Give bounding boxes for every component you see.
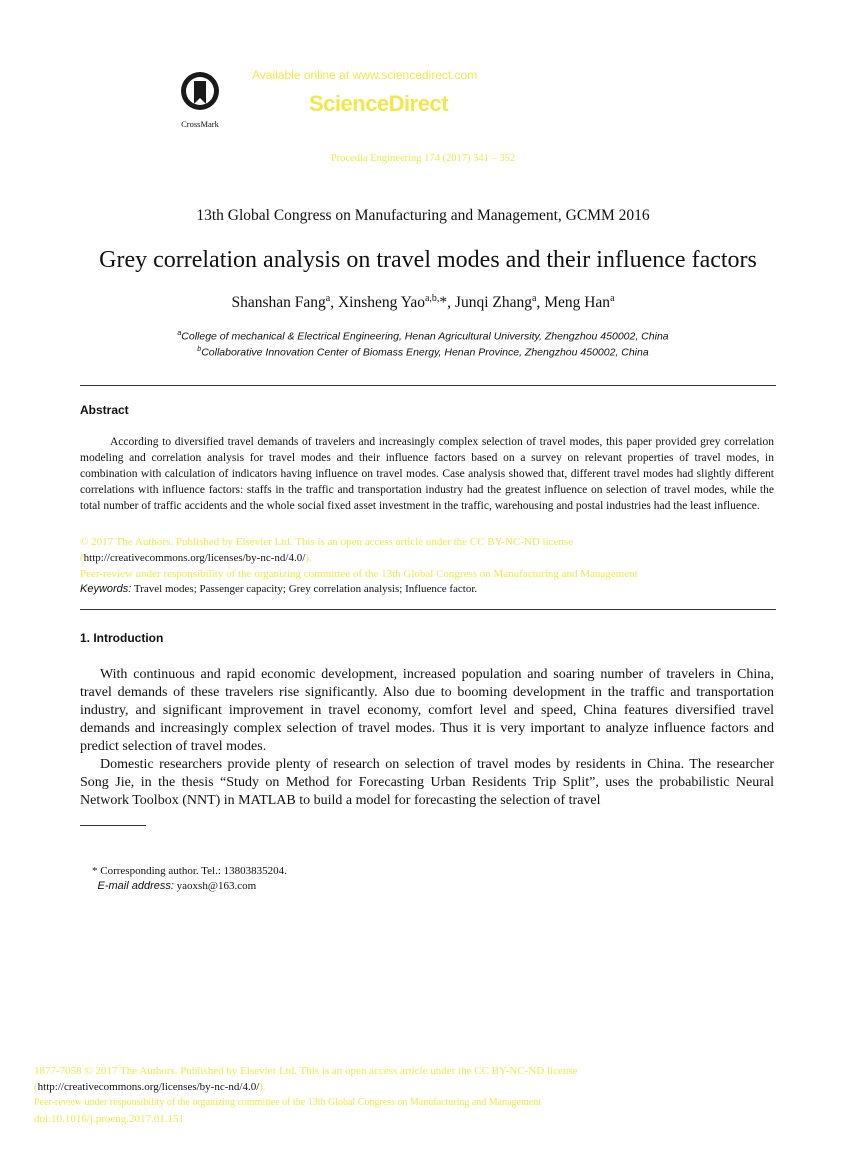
author-name: Xinsheng Yao: [337, 294, 425, 312]
author-name: Shanshan Fang: [231, 294, 326, 312]
license-paren: (: [80, 552, 84, 564]
corresponding-author-marker[interactable]: *: [439, 294, 448, 312]
footnote: [92, 864, 287, 894]
license-paren: (: [34, 1081, 38, 1093]
author-separator: ,: [447, 294, 455, 312]
affiliation: [0, 346, 846, 359]
journal-reference: Procedia Engineering 174 (2017) 341 – 352: [330, 153, 516, 164]
keywords-label: Keywords:: [80, 583, 132, 595]
affiliation-marker: a: [177, 330, 182, 337]
crossmark-label: CrossMark: [181, 119, 219, 129]
copyright-text: © 2017 The Authors. Published by Elsevier Ltd. This is an open access article under the CC BY-NC-ND license: [80, 536, 574, 548]
footnote-divider: [80, 825, 146, 826]
author-affiliation-marker: a,b,: [424, 293, 440, 304]
crossmark-icon: [179, 70, 221, 112]
peer-review-notice: Peer-review under responsibility of the organizing committee of the 13th Global Congress on Manufacturing and Management: [80, 568, 638, 580]
author-separator: ,: [330, 294, 338, 312]
corresponding-author-note: * Corresponding author. Tel.: 13803835204.: [92, 865, 287, 877]
license-link[interactable]: http://creativecommons.org/licenses/by-nc-nd/4.0/: [83, 552, 306, 564]
issn-copyright: 1877-7058 © 2017 The Authors. Published by Elsevier Ltd. This is an open access article under the CC BY-NC-ND license: [34, 1065, 578, 1077]
sciencedirect-logo[interactable]: ScienceDirect: [309, 91, 449, 116]
section-divider: [80, 609, 776, 610]
abstract-text: According to diversified travel demands of travelers and increasingly complex selection of travel modes, this paper provided grey correlation modeling and correlation analysis for travel modes and their influence factors based on a survey on relevant properties of travel modes, in combination with calculation of indicators having influence on travel modes. Case analysis showed that, different travel modes had slightly different correlations with influence factors: staffs in the traffic and transportation industry had the greatest influence on selection of travel modes, while the total number of traffic accidents and the whole social fixed asset investment in the traffic, warehousing and postal industries had the least influence.: [80, 436, 774, 512]
copyright-notice: [80, 534, 774, 582]
footer-peer-review: Peer-review under responsibility of the organizing committee of the 13th Global Congress on Manufacturing and Management: [34, 1097, 541, 1108]
footer-license-link[interactable]: http://creativecommons.org/licenses/by-nc-nd/4.0/: [37, 1081, 260, 1093]
author-affiliation-marker: a: [531, 293, 537, 304]
doi[interactable]: doi:10.1016/j.proeng.2017.01.151: [34, 1113, 185, 1125]
paper-title: Grey correlation analysis on travel modes and their influence factors: [99, 247, 757, 273]
author-separator: ,: [536, 294, 545, 312]
license-paren: ).: [259, 1081, 266, 1093]
crossmark-badge[interactable]: [170, 70, 230, 129]
affiliation: [0, 330, 846, 343]
conference-name: 13th Global Congress on Manufacturing and Management, GCMM 2016: [196, 207, 650, 224]
author-list: [0, 293, 846, 312]
license-paren: ).: [305, 552, 312, 564]
keywords: [80, 583, 477, 595]
publisher-footer: [34, 1063, 578, 1127]
affiliation-marker: b: [197, 346, 202, 353]
author-name: Meng Han: [544, 294, 611, 312]
introduction-paragraph: With continuous and rapid economic development, increased population and soaring number of travelers in China, travel demands of these travelers rise significantly. Also due to booming development in the traffic and transportation industry, and significant improvement in travel economy, comfort level and speed, China features diversified travel demands and increasingly complex selection of travel modes. Thus it is very important to analyze influence factors and predict selection of travel modes.: [80, 667, 774, 754]
section-divider: [80, 385, 776, 386]
keywords-list: Travel modes; Passenger capacity; Grey correlation analysis; Influence factor.: [133, 583, 478, 595]
email-address[interactable]: yaoxsh@163.com: [176, 880, 257, 892]
abstract-heading: Abstract: [80, 403, 129, 417]
author-affiliation-marker: a: [610, 293, 615, 304]
available-online-link[interactable]: Available online at www.sciencedirect.com: [252, 68, 478, 82]
affiliation-text: College of mechanical & Electrical Engineering, Henan Agricultural University, Zhengzhou 450002, China: [181, 330, 669, 343]
introduction-heading: 1. Introduction: [80, 631, 164, 645]
author-affiliation-marker: a: [325, 293, 331, 304]
affiliation-text: Collaborative Innovation Center of Biomass Energy, Henan Province, Zhengzhou 450002, China: [201, 346, 649, 359]
author-name: Junqi Zhang: [454, 294, 532, 312]
email-label: E-mail address:: [97, 880, 174, 892]
introduction-paragraph: Domestic researchers provide plenty of research on selection of travel modes by residents in China. The researcher Song Jie, in the thesis “Study on Method for Forecasting Urban Residents Trip Split”, uses the probabilistic Neural Network Toolbox (NNT) in MATLAB to build a model for forecasting the selection of travel: [80, 757, 774, 808]
